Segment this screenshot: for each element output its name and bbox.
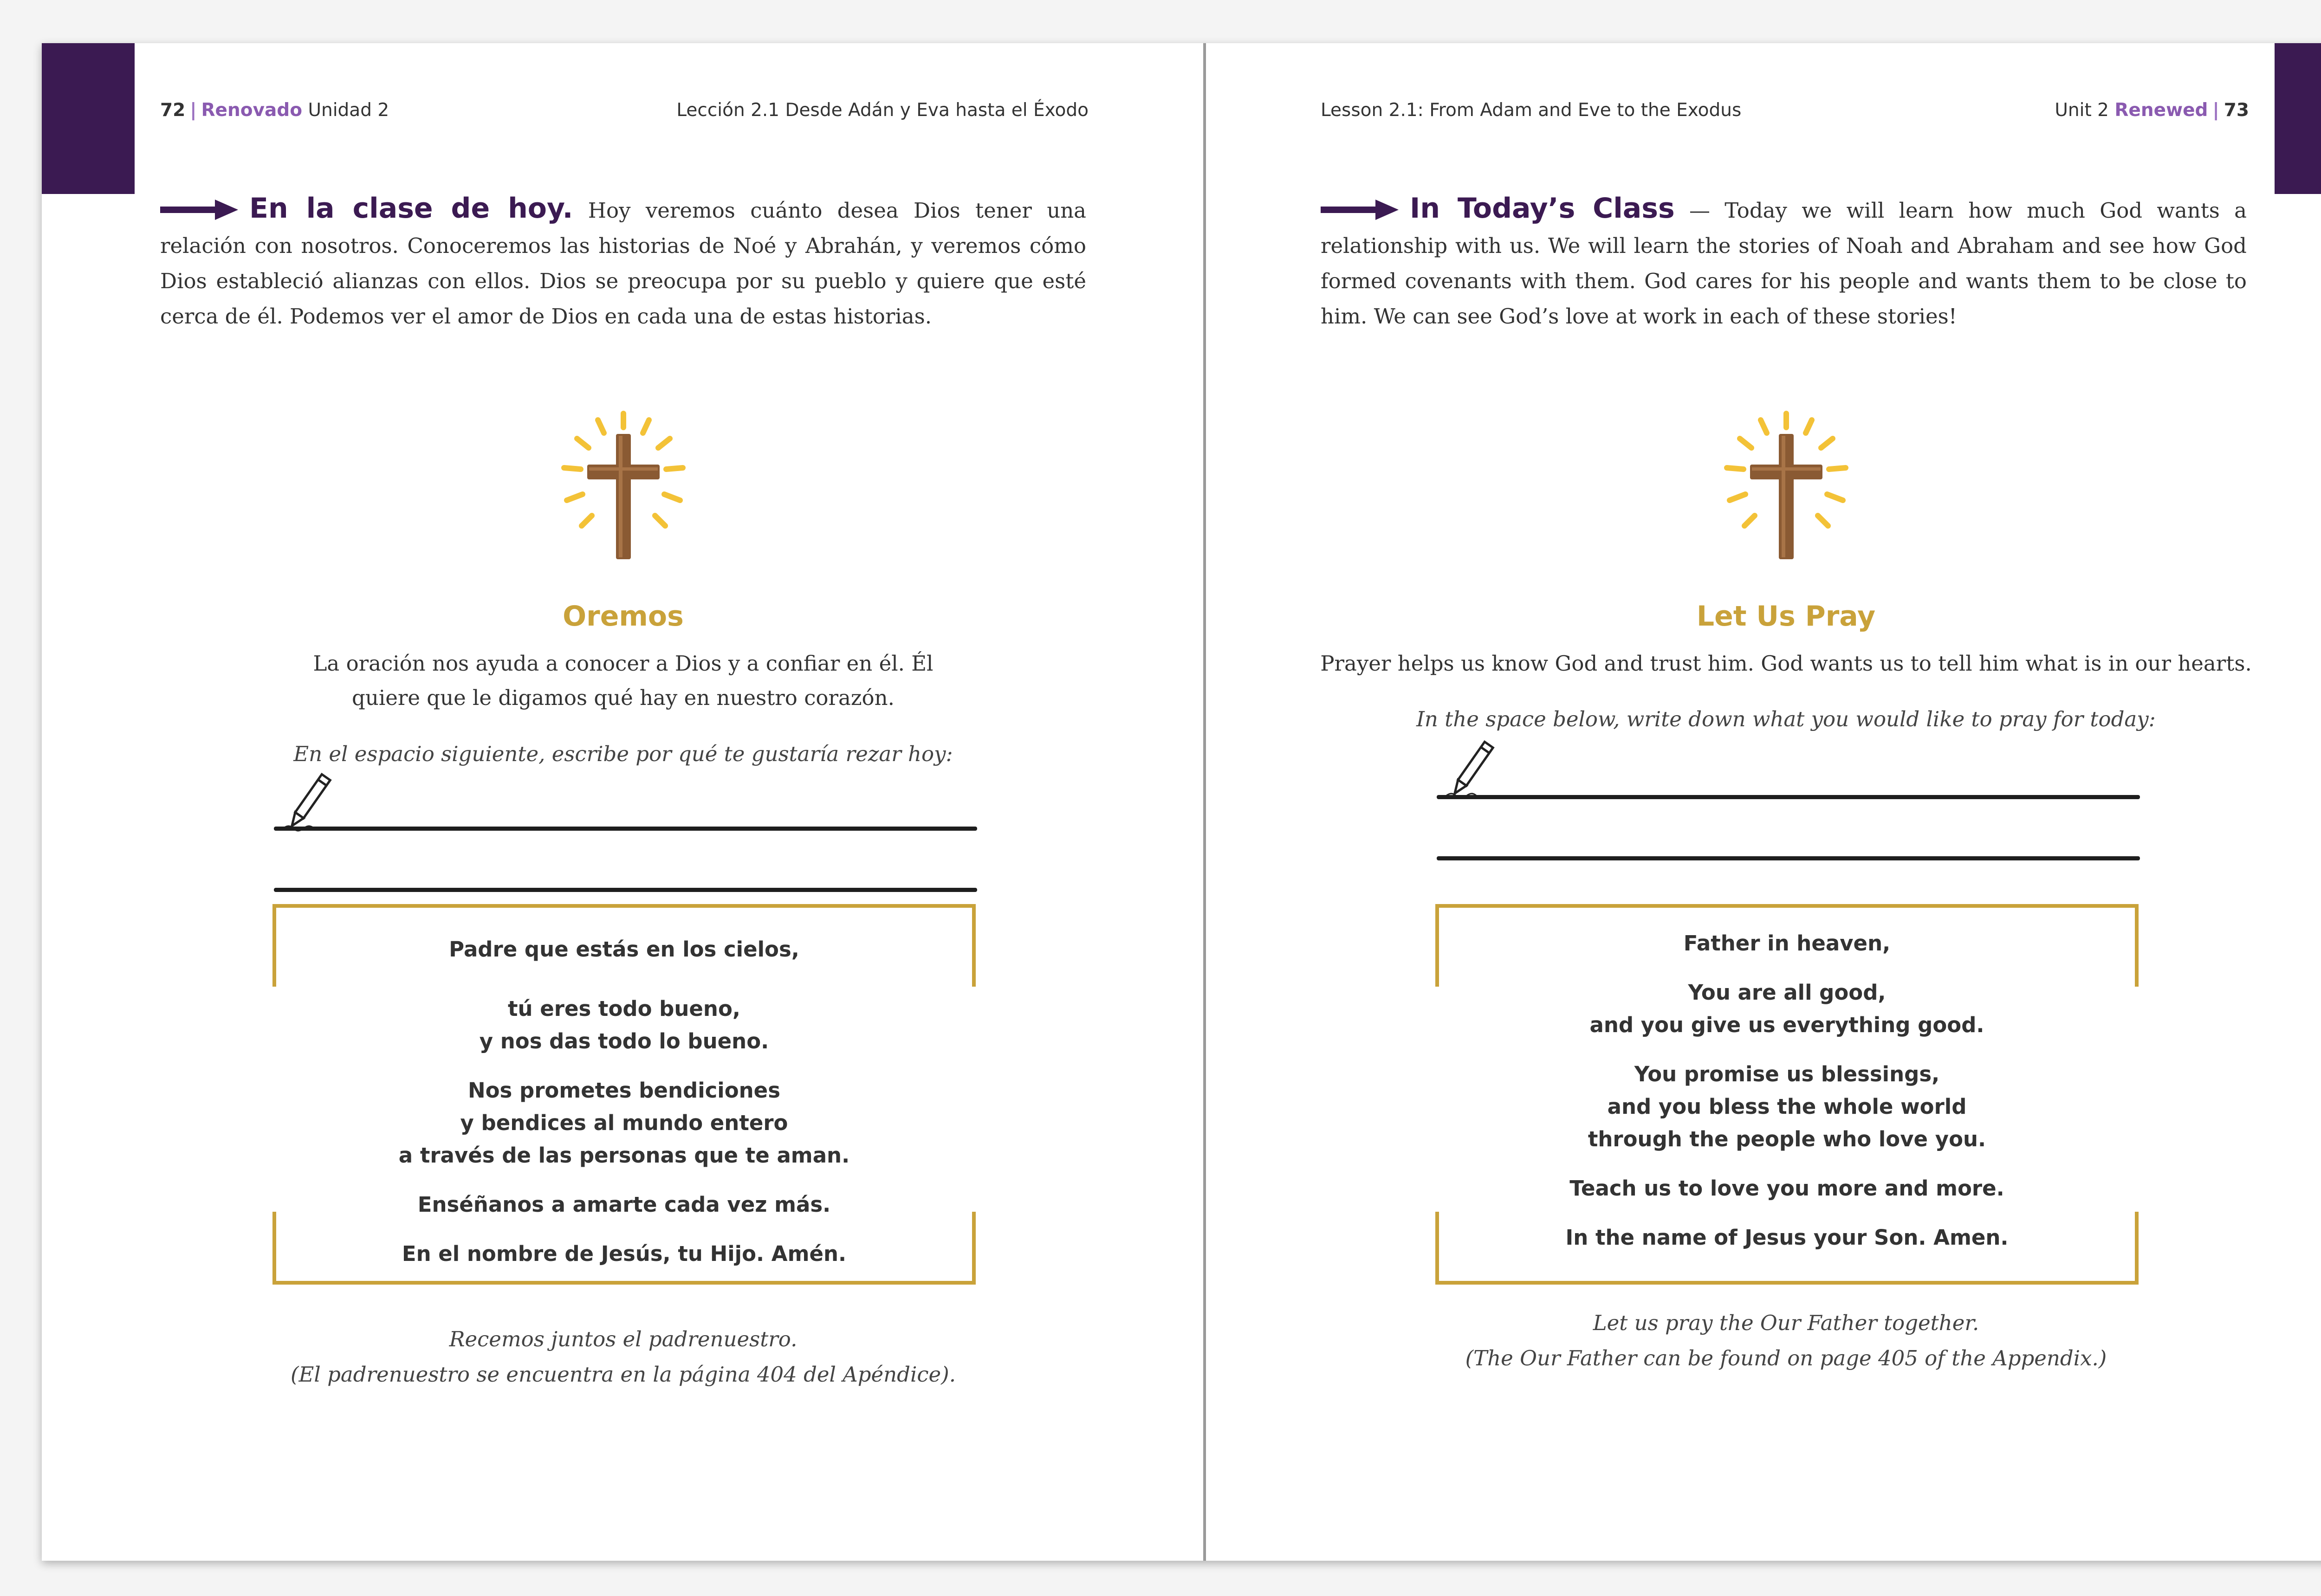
write-prompt: In the space below, write down what you would like to pray for today: (1416, 707, 2156, 731)
prayer-stanza: In the name of Jesus your Son. Amen. (1565, 1225, 2009, 1250)
right-page (1205, 43, 2321, 1561)
intro-paragraph (160, 191, 1086, 334)
prayer-stanza: Nos prometes bendiciones y bendices al mundo entero a través de las personas que te aman. (398, 1078, 850, 1168)
writing-line-2[interactable] (274, 888, 977, 892)
pray-intro-line-1: Prayer helps us know God and trust him. God wants us to tell him what is in our hearts. (1320, 651, 2252, 676)
unit-name: Unidad 2 (308, 100, 389, 121)
prayer-box (1435, 904, 2139, 1285)
intro-text: — Today we will learn how much God wants a relationship with us. We will learn the stories of Noah and Abraham and see how God formed covenants with them. God cares for his people and wants them to be close to him. We can see God’s love at work in each of these stories! (1321, 198, 2247, 329)
pray-intro-line-1: La oración nos ayuda a conocer a Dios y a confiar en él. Él (313, 651, 934, 676)
intro-paragraph (1321, 191, 2247, 334)
intro-heading: En la clase de hoy. (249, 192, 573, 225)
arrow-right-icon (1321, 199, 1400, 221)
cross-icon (554, 410, 693, 563)
unit-name: Unit 2 (2055, 100, 2109, 121)
write-prompt: En el espacio siguiente, escribe por qué te gustaría rezar hoy: (293, 742, 953, 766)
prayer-stanza: En el nombre de Jesús, tu Hijo. Amén. (402, 1241, 847, 1266)
purple-tab (42, 43, 135, 194)
writing-line-2[interactable] (1437, 856, 2140, 860)
closing-line-2: (El padrenuestro se encuentra en la página 404 del Apéndice). (290, 1362, 956, 1387)
page-number: 73 (2224, 100, 2249, 121)
prayer-stanza: Father in heaven, (1683, 931, 1891, 956)
prayer-stanza: Teach us to love you more and more. (1569, 1176, 2004, 1201)
prayer-text (1439, 927, 2135, 1271)
prayer-stanza: tú eres todo bueno, y nos das todo lo bueno. (479, 996, 769, 1053)
prayer-stanza: Enséñanos a amarte cada vez más. (417, 1192, 831, 1217)
series-name: Renovado (201, 100, 303, 121)
pray-title: Let Us Pray (1696, 600, 1876, 633)
prayer-text (276, 933, 972, 1287)
closing-line-2: (The Our Father can be found on page 405 of the Appendix.) (1465, 1346, 2107, 1370)
lesson-title: Lesson 2.1: From Adam and Eve to the Exodus (1321, 100, 1742, 121)
closing-line-1: Let us pray the Our Father together. (1593, 1311, 1979, 1335)
book-spread (42, 43, 2321, 1561)
page-number: 72 (160, 100, 186, 121)
prayer-stanza: You promise us blessings, and you bless the whole world through the people who love you. (1588, 1062, 1986, 1151)
running-head-left: 72 | Renovado Unidad 2 (160, 100, 389, 121)
cross-icon (1717, 410, 1856, 563)
purple-tab (2275, 43, 2321, 194)
running-head-right: Unit 2 Renewed | 73 (2055, 100, 2249, 121)
lesson-title: Lección 2.1 Desde Adán y Eva hasta el Éxodo (676, 100, 1089, 121)
intro-text: Hoy veremos cuánto desea Dios tener una relación con nosotros. Conoceremos las historias de Noé y Abrahán, y veremos cómo Dios estableció alianzas con ellos. Dios se preocupa por su pueblo y quiere que esté cerca de él. Podemos ver el amor de Dios en cada una de estas historias. (160, 198, 1087, 329)
prayer-box (272, 904, 976, 1285)
writing-line-1[interactable] (274, 827, 977, 831)
intro-heading: In Today’s Class (1410, 192, 1675, 225)
pray-intro-line-2: quiere que le digamos qué hay en nuestro corazón. (352, 685, 895, 710)
arrow-right-icon (160, 199, 239, 221)
prayer-stanza: You are all good, and you give us everything good. (1589, 980, 1984, 1037)
pencil-icon (1437, 735, 1506, 804)
prayer-stanza: Padre que estás en los cielos, (449, 937, 799, 962)
left-page (42, 43, 1205, 1561)
writing-line-1[interactable] (1437, 795, 2140, 799)
closing-line-1: Recemos juntos el padrenuestro. (449, 1327, 797, 1351)
pray-title: Oremos (563, 600, 684, 633)
series-name: Renewed (2114, 100, 2208, 121)
